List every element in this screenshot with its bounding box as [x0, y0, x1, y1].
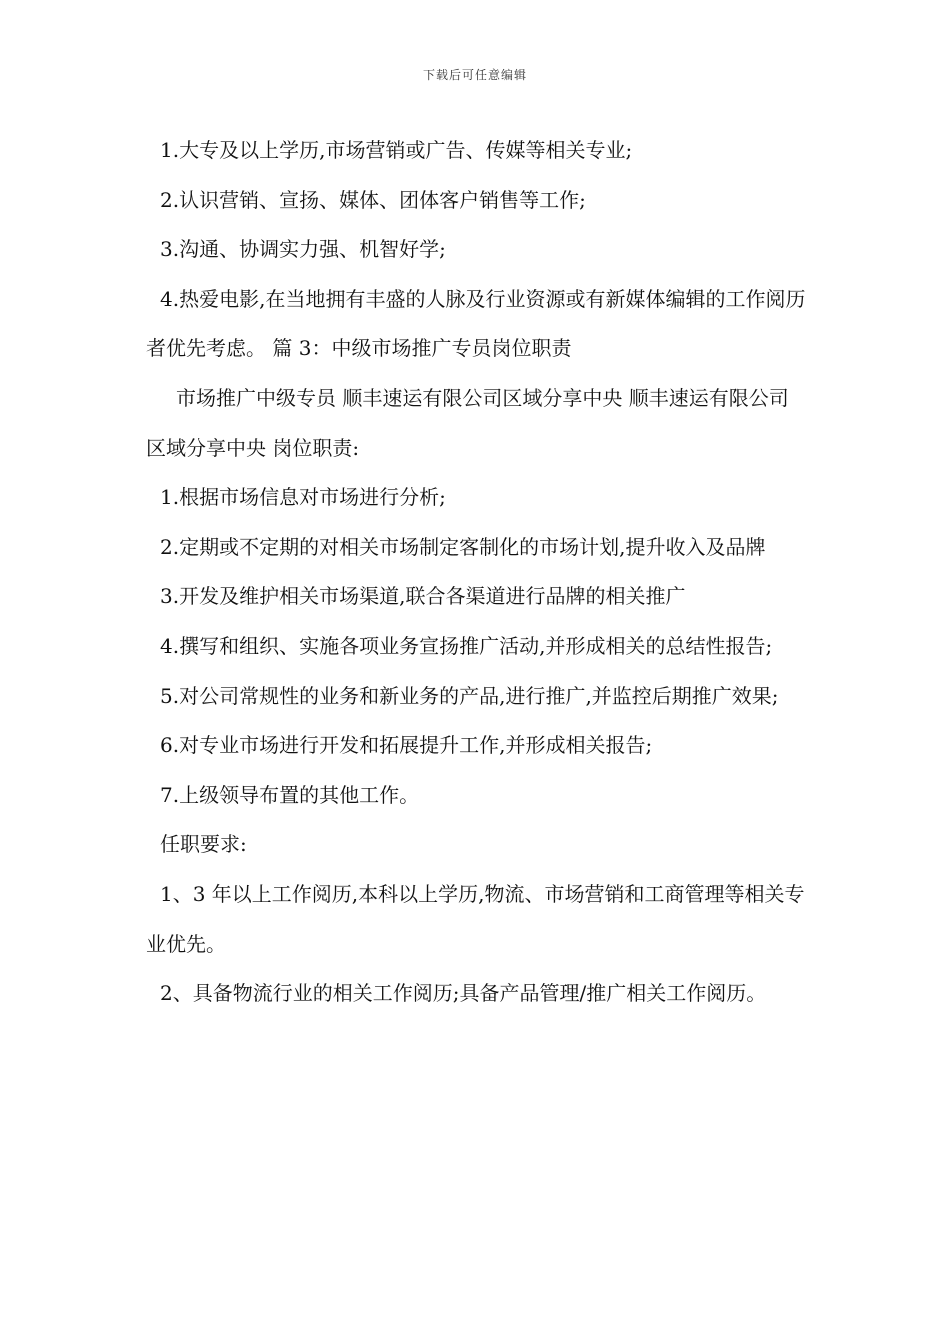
paragraph-duty-6: 6.对专业市场进行开发和拓展提升工作,并形成相关报告;	[160, 733, 653, 758]
paragraph-duty-5: 5.对公司常规性的业务和新业务的产品,进行推广,并监控后期推广效果;	[160, 683, 779, 708]
paragraph-requirement-2: 2.认识营销、宣扬、媒体、团体客户销售等工作;	[160, 187, 586, 212]
paragraph-requirements-heading: 任职要求:	[160, 832, 247, 857]
paragraph-duty-7: 7.上级领导布置的其他工作。	[160, 782, 420, 807]
paragraph-requirement-1: 1.大专及以上学历,市场营销或广告、传媒等相关专业;	[160, 138, 633, 162]
paragraph-qualification-1: 1、3 年以上工作阅历,本科以上学历,物流、市场营销和工商管理等相关专业优先。	[146, 881, 805, 956]
paragraph-position-intro: 市场推广中级专员 顺丰速运有限公司区域分享中央 顺丰速运有限公司区域分享中央 岗位职责:	[146, 385, 789, 460]
paragraph-requirement-3: 3.沟通、协调实力强、机智好学;	[160, 237, 446, 262]
paragraph-duty-3: 3.开发及维护相关市场渠道,联合各渠道进行品牌的相关推广	[160, 584, 686, 609]
document-body	[146, 126, 808, 1019]
paragraph-duty-4: 4.撰写和组织、实施各项业务宣扬推广活动,并形成相关的总结性报告;	[160, 633, 773, 658]
paragraph-qualification-2: 2、具备物流行业的相关工作阅历;具备产品管理/推广相关工作阅历。	[160, 981, 767, 1006]
paragraph-duty-2: 2.定期或不定期的对相关市场制定客制化的市场计划,提升收入及品牌	[160, 534, 766, 559]
paragraph-duty-1: 1.根据市场信息对市场进行分析;	[160, 485, 446, 510]
page-header: 下载后可任意编辑	[422, 68, 527, 82]
paragraph-requirement-4: 4.热爱电影,在当地拥有丰盛的人脉及行业资源或有新媒体编辑的工作阅历者优先考虑。 篇 3：中级市场推广专员岗位职责	[146, 286, 806, 361]
